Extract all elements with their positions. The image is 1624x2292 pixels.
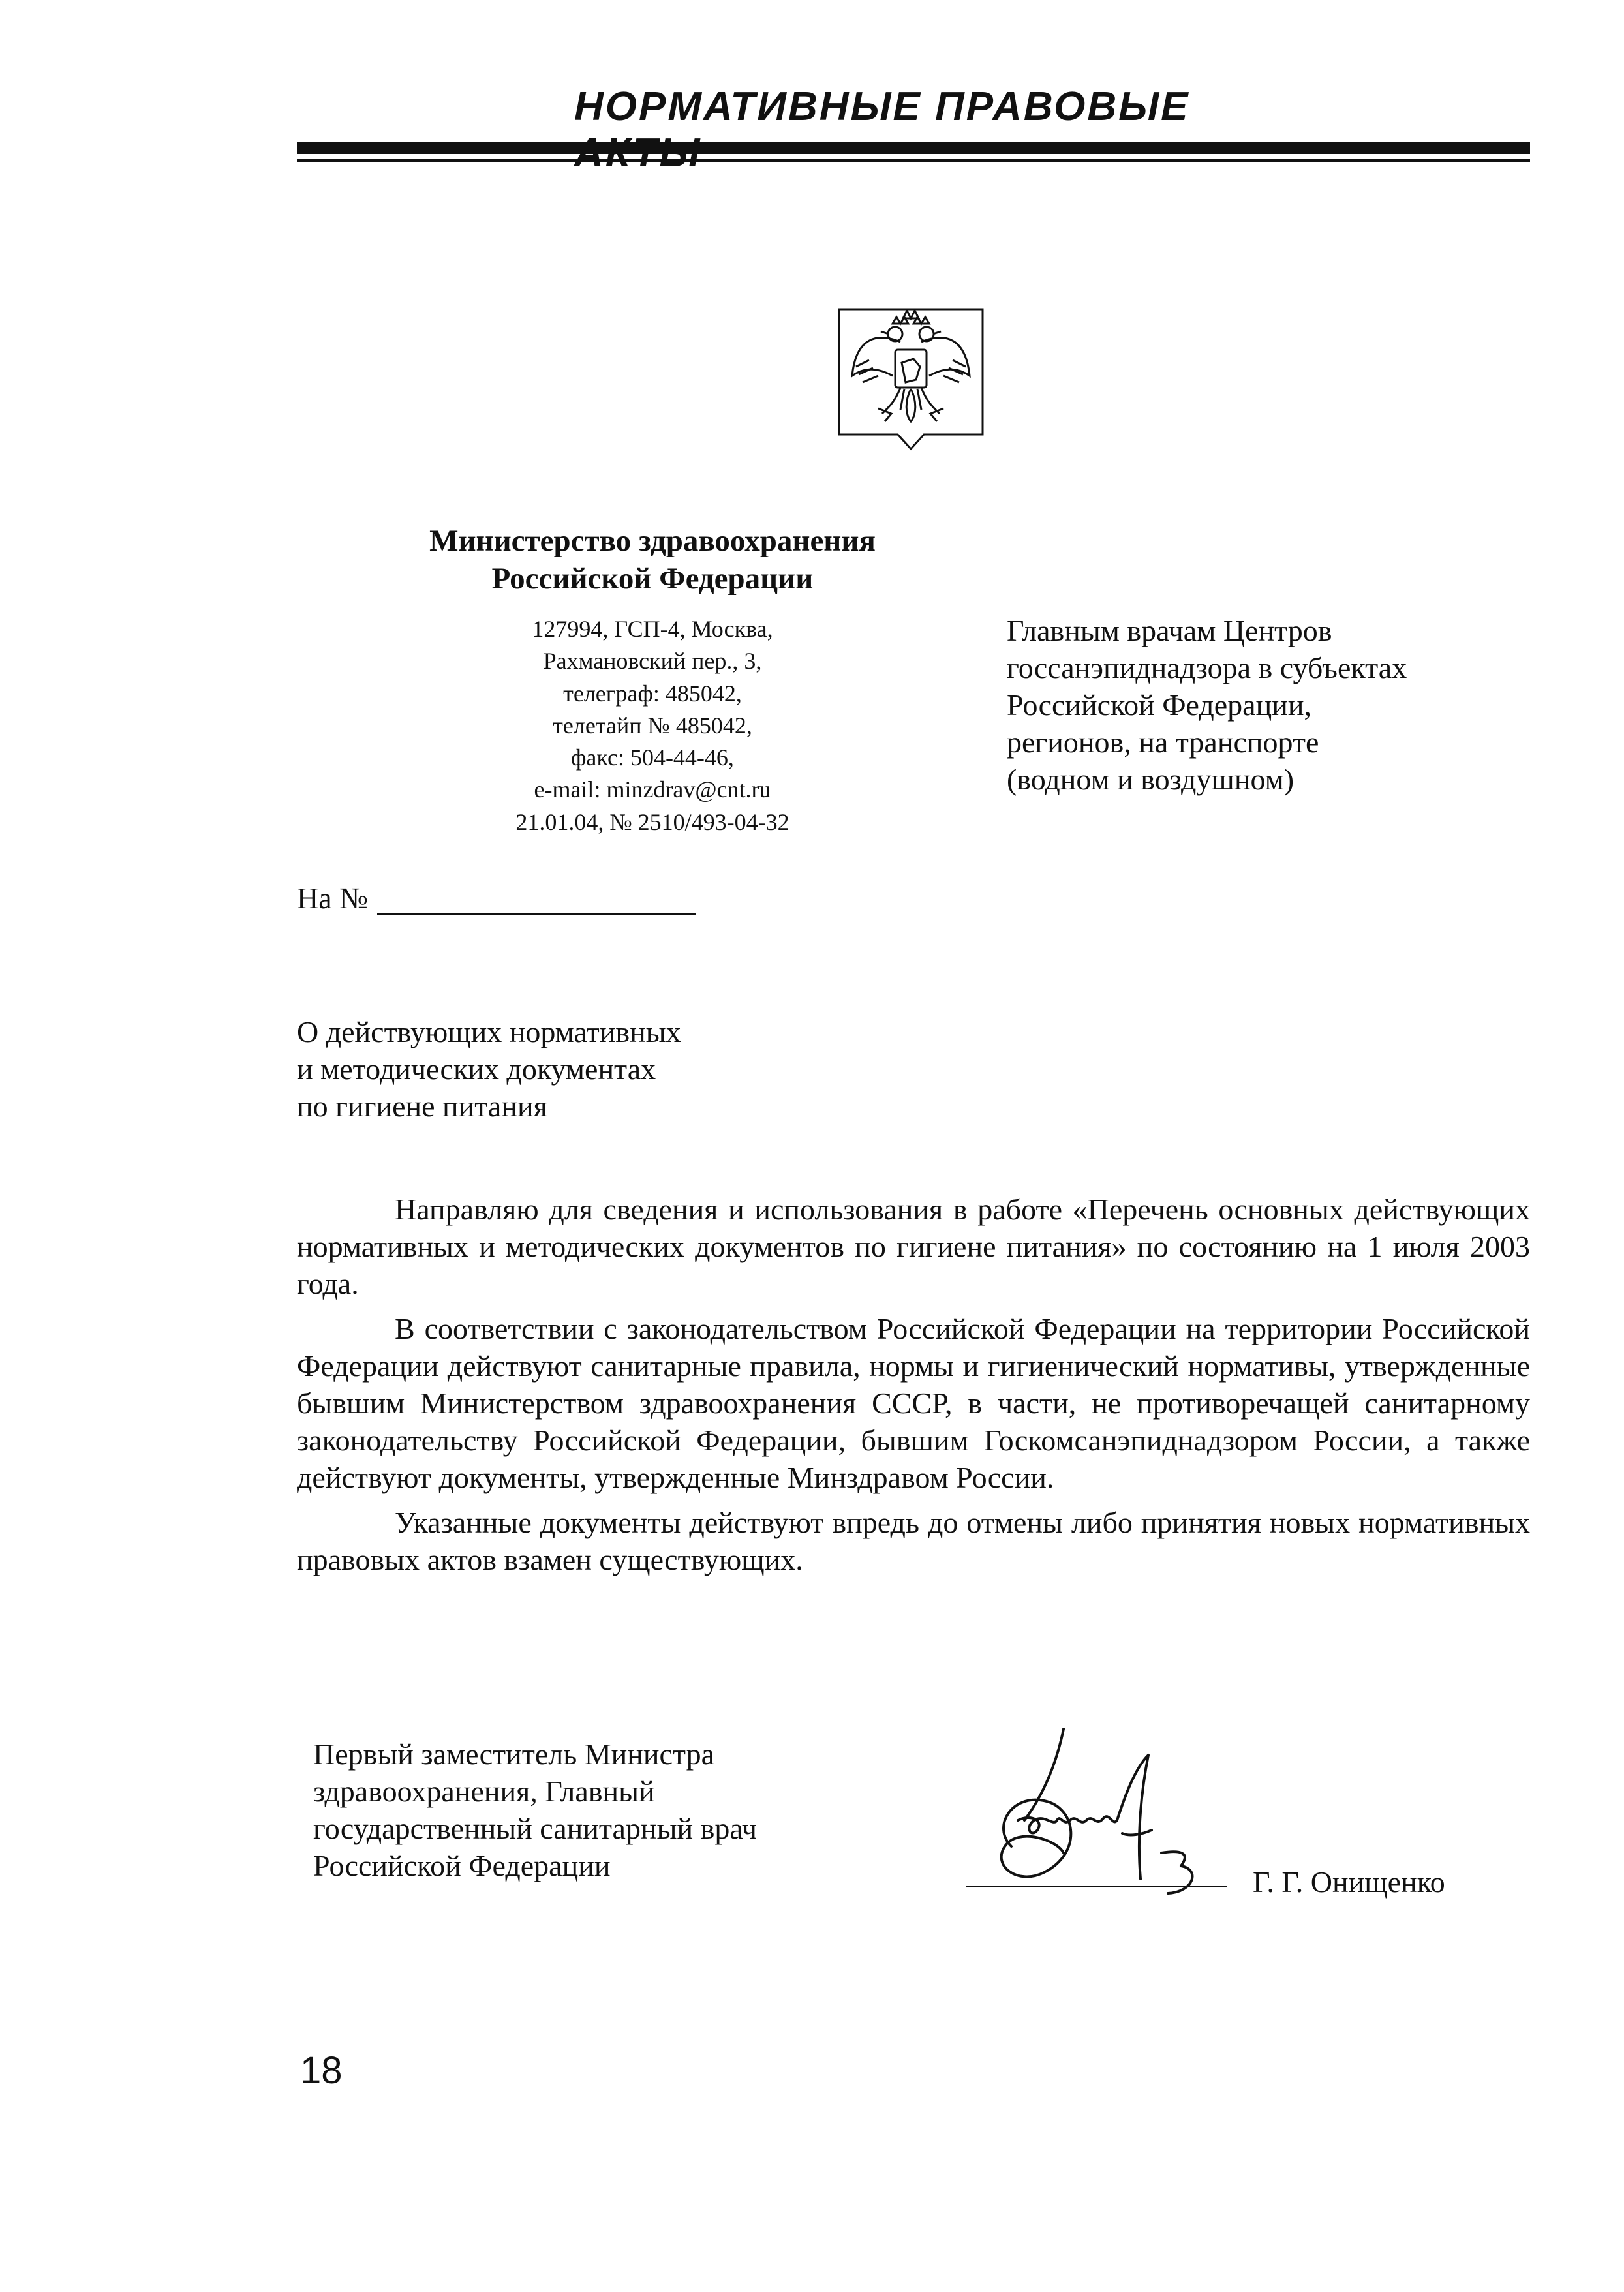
reference-label: На № xyxy=(297,881,369,915)
ministry-name-line: Российской Федерации xyxy=(491,562,814,596)
recipient-block xyxy=(1007,612,1529,798)
address-line: 127994, ГСП-4, Москва, xyxy=(532,616,773,642)
body-paragraph: В соответствии с законодательством Российской Федерации на территории Российской Федерации действуют санитарные правила, нормы и гигиенический нормативы, утвержденные бывшим Министерством здравоохранения СССР, в части, не противоречащей санитарному законодательству Российской Федерации, бывшим Госкомсанэпиднадзором России, а также действуют документы, утвержденные Минздравом России. xyxy=(297,1312,1530,1494)
reference-blank xyxy=(377,886,696,915)
letter-subject xyxy=(297,1013,884,1125)
ministry-name-line: Министерство здравоохранения xyxy=(429,524,876,558)
recipient-line: Российской Федерации, xyxy=(1007,688,1311,722)
header-rule-thick xyxy=(297,142,1530,154)
reference-number-line xyxy=(297,881,696,915)
sender-address xyxy=(418,613,887,838)
coat-of-arms-emblem xyxy=(833,304,989,487)
body-paragraph: Направляю для сведения и использования в работе «Перечень основных действующих нормативных и методических документов по гигиене питания» по состоянию на 1 июля 2003 года. xyxy=(297,1193,1530,1300)
letter-body xyxy=(297,1191,1530,1586)
address-line: телеграф: 485042, xyxy=(563,680,742,707)
signatory-position xyxy=(313,1735,900,1884)
address-line: телетайп № 485042, xyxy=(553,712,752,739)
position-line: здравоохранения, Главный xyxy=(313,1775,655,1808)
recipient-line: Главным врачам Центров xyxy=(1007,614,1332,647)
position-line: государственный санитарный врач xyxy=(313,1812,758,1845)
signature-line xyxy=(966,1886,1227,1887)
recipient-line: (водном и воздушном) xyxy=(1007,763,1295,796)
page-number: 18 xyxy=(300,2049,343,2092)
body-paragraph: Указанные документы действуют впредь до отмены либо принятия новых нормативных правовых актов взамен существующих. xyxy=(297,1506,1530,1576)
ministry-name xyxy=(365,522,940,598)
running-title: НОРМАТИВНЫЕ ПРАВОВЫЕ xyxy=(574,84,1190,129)
position-line: Российской Федерации xyxy=(313,1849,611,1882)
handwritten-signature xyxy=(966,1722,1240,1905)
address-line: факс: 504-44-46, xyxy=(571,744,734,771)
subject-line: О действующих нормативных xyxy=(297,1015,681,1048)
header-rule-thin xyxy=(297,159,1530,162)
signer-name: Г. Г. Онищенко xyxy=(1253,1865,1445,1899)
recipient-line: регионов, на транспорте xyxy=(1007,726,1319,759)
subject-line: по гигиене питания xyxy=(297,1090,547,1123)
address-line: e-mail: minzdrav@cnt.ru xyxy=(534,776,771,803)
position-line: Первый заместитель Министра xyxy=(313,1737,714,1771)
subject-line: и методических документах xyxy=(297,1052,656,1086)
address-line: Рахмановский пер., 3, xyxy=(543,648,762,675)
recipient-line: госсанэпиднадзора в субъектах xyxy=(1007,651,1407,684)
letter-date-number: 21.01.04, № 2510/493-04-32 xyxy=(515,808,789,835)
